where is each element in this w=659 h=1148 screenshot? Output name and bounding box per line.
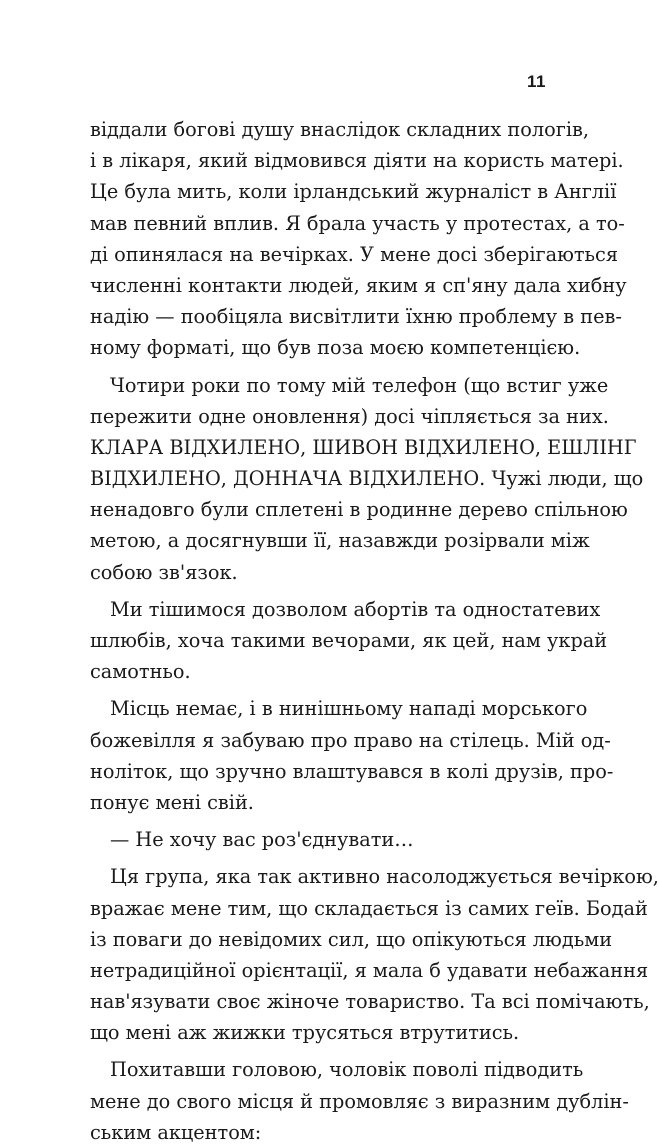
paragraph [90, 861, 659, 1048]
page-number: 11 [527, 72, 546, 91]
paragraph [90, 370, 644, 588]
text-line: ським акцентом: [90, 1120, 262, 1144]
text-line: ному форматі, що був поза моєю компетенцією. [90, 336, 581, 360]
text-line: із поваги до невідомих сил, що опікуються людьми [90, 927, 613, 951]
text-line: мене до свого місця й промовляє з виразним дублін- [90, 1089, 629, 1113]
text-line: вражає мене тим, що складається із самих геїв. Бодай [90, 896, 648, 920]
text-line: метою, а досягнувши її, назавжди розірвали між [90, 529, 590, 553]
text-line: понує мені свій. [90, 790, 254, 814]
text-line: Чотири роки по тому мій телефон (що встиг уже [110, 373, 609, 397]
paragraph [90, 594, 608, 688]
text-line: віддали богові душу внаслідок складних пологів, [90, 118, 589, 141]
paragraph [90, 1054, 629, 1148]
text-line: мав певний вплив. Я брала участь у протестах, а то- [90, 211, 625, 235]
text-line: шлюбів, хоча такими вечорами, як цей, нам украй [90, 629, 608, 652]
text-line: надію — пообіцяла висвітлити їхню проблему в пев- [90, 305, 622, 329]
text-line: ді опинялася на вечірках. У мене досі зберігаються [90, 242, 618, 266]
text-line: Ми тішимося дозволом абортів та одностатевих [110, 597, 601, 621]
text-line: пережити одне оновлення) досі чіпляється за них. [90, 404, 609, 428]
text-line: самотньо. [90, 660, 191, 684]
text-line: нетрадиційної орієнтації, я мала б удавати небажання [90, 958, 649, 982]
text-line: Місць немає, і в нинішньому нападі морського [110, 697, 588, 721]
text-line: ВІДХИЛЕНО, ДОННАЧА ВІДХИЛЕНО. Чужі люди, що [90, 467, 644, 491]
paragraph [90, 824, 560, 855]
text-line: Похитавши головою, чоловік поволі підводить [110, 1058, 584, 1082]
text-line: Ця група, яка так активно насолоджується вечіркою, [110, 865, 659, 889]
paragraph [90, 693, 614, 818]
body-text [90, 114, 659, 1148]
text-line: собою зв'язок. [90, 560, 238, 584]
text-line: і в лікаря, який відмовився діяти на користь матері. [90, 149, 624, 173]
text-line: КЛАРА ВІДХИЛЕНО, ШИВОН ВІДХИЛЕНО, ЕШЛІНГ [90, 435, 637, 459]
text-line: що мені аж жижки трусяться втрутитись. [90, 1021, 520, 1045]
text-line: численні контакти людей, яким я сп'яну дала хибну [90, 273, 627, 297]
text-line: — Не хочу вас роз'єднувати… [110, 828, 414, 852]
paragraph [90, 114, 627, 364]
text-line: божевілля я забуваю про право на стілець. Мій од- [90, 728, 611, 752]
text-line: нав'язувати своє жіноче товариство. Та всі помічають, [90, 990, 650, 1014]
text-line: ненадовго були сплетені в родинне дерево спільною [90, 498, 628, 522]
text-line: ноліток, що зручно влаштувався в колі друзів, про- [90, 759, 614, 783]
text-line: Це була мить, коли ірландський журналіст в Англії [90, 180, 617, 204]
